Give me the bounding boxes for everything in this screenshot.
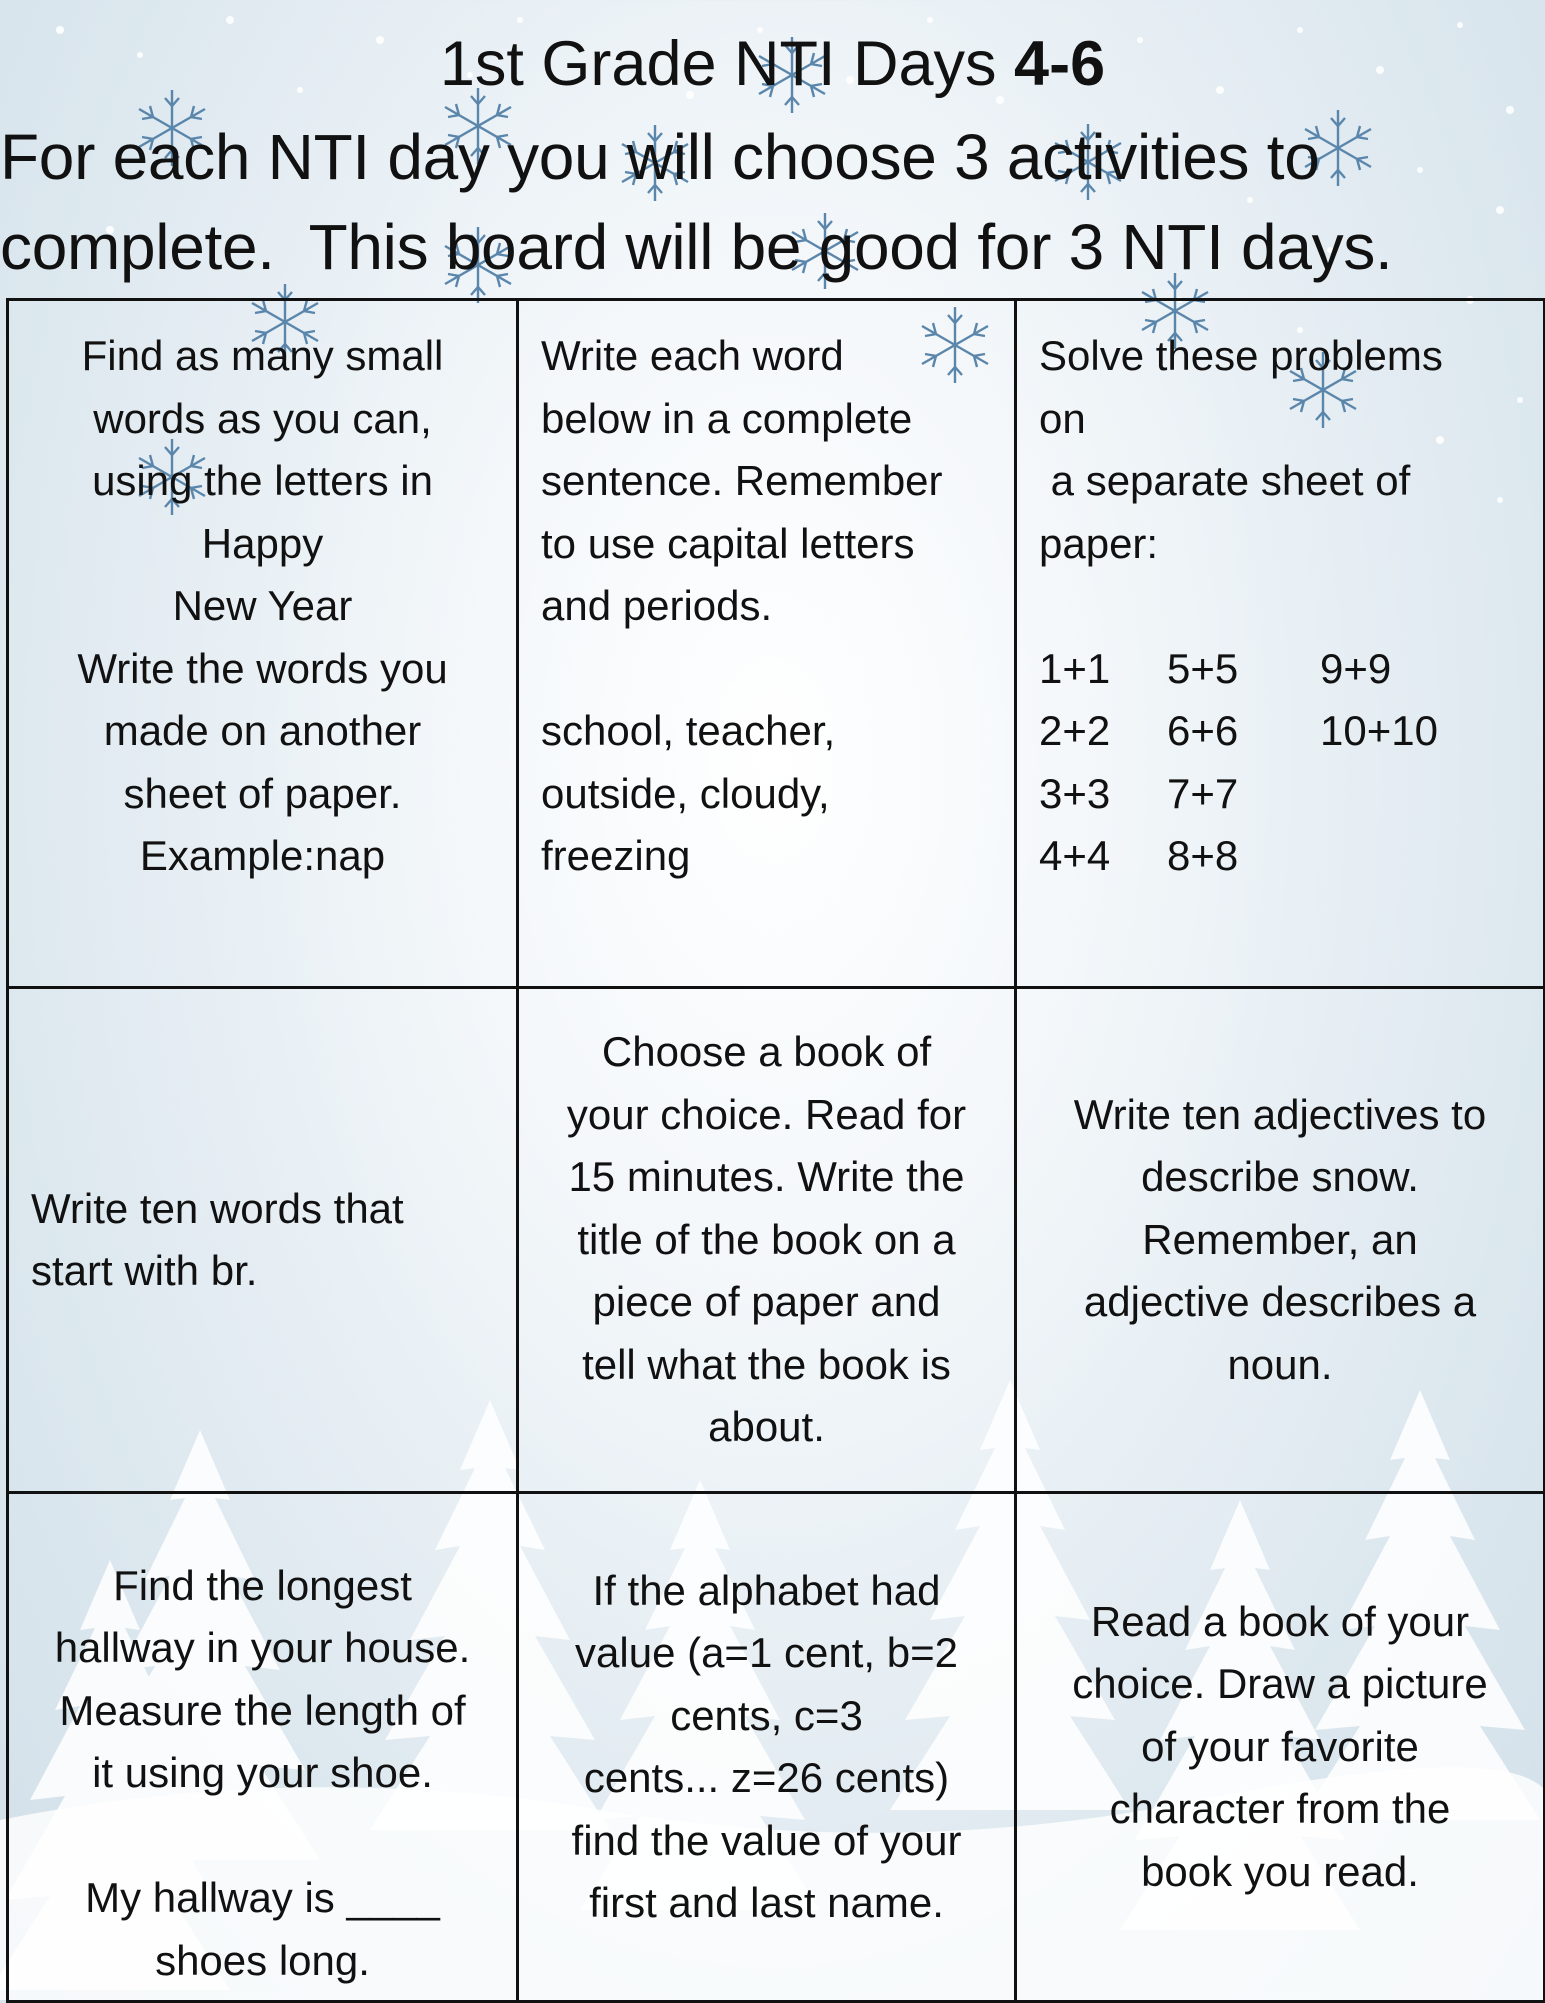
math-problem: 7+7 xyxy=(1167,769,1239,817)
activity-line: paper: xyxy=(1039,519,1159,567)
math-row xyxy=(1039,700,1521,763)
activity-line: Read a book of your xyxy=(1090,1597,1470,1645)
math-problem xyxy=(1320,763,1521,826)
activity-line: choice. Draw a picture xyxy=(1072,1660,1488,1708)
activity-line: character from the xyxy=(1109,1785,1451,1833)
activity-line: cents... z=26 cents) xyxy=(583,1754,950,1801)
activity-sentences xyxy=(518,300,1016,988)
instructions-line-1: For each NTI day you will choose 3 activities to xyxy=(0,121,1320,193)
title-text: 1st Grade NTI Days xyxy=(439,29,1015,99)
activity-line: cents, c=3 xyxy=(670,1691,863,1739)
math-problem xyxy=(1320,825,1521,888)
activity-line: made on another xyxy=(103,707,422,754)
activity-line: Solve these problems xyxy=(1039,332,1443,379)
activity-line: Write ten words that xyxy=(31,1184,404,1232)
activity-line: hallway in your house. xyxy=(54,1624,471,1671)
activity-line: on xyxy=(1039,394,1086,442)
instructions xyxy=(0,112,1545,292)
activity-line: piece of paper and xyxy=(592,1278,941,1326)
activity-line: Write ten adjectives to xyxy=(1073,1090,1487,1138)
activity-line: outside, cloudy, xyxy=(541,769,830,817)
activity-line: book you read. xyxy=(1141,1847,1419,1895)
activity-draw-character xyxy=(1016,1493,1545,2002)
activity-line: start with br. xyxy=(31,1247,258,1294)
activity-line: first and last name. xyxy=(589,1879,944,1926)
activity-line xyxy=(31,1805,494,1868)
activity-line: Write the words you xyxy=(77,644,448,692)
activity-line: it using your shoe. xyxy=(92,1749,433,1796)
activity-line: 15 minutes. Write the xyxy=(568,1153,965,1201)
math-row xyxy=(1039,825,1521,888)
activity-line: using the letters in xyxy=(92,457,433,504)
activity-line: your choice. Read for xyxy=(566,1090,967,1138)
activity-line: find the value of your xyxy=(571,1816,962,1864)
math-problem: 10+10 xyxy=(1320,707,1438,754)
page-title xyxy=(0,28,1545,100)
math-row xyxy=(1039,763,1521,826)
activity-line: adjective describes a xyxy=(1083,1278,1477,1326)
math-problem: 9+9 xyxy=(1320,644,1392,692)
activity-line: describe snow. xyxy=(1141,1153,1419,1201)
activity-adjectives xyxy=(1016,988,1545,1493)
activity-br-words xyxy=(8,988,518,1493)
activity-line: Find as many small xyxy=(81,332,444,379)
activity-line: a separate sheet of xyxy=(1039,457,1411,504)
activity-line: tell what the book is xyxy=(582,1340,951,1388)
math-problem: 1+1 xyxy=(1039,644,1111,692)
activity-line: to use capital letters xyxy=(541,519,915,567)
activity-line: shoes long. xyxy=(155,1936,370,1984)
activity-line: freezing xyxy=(541,832,691,879)
activity-line: below in a complete xyxy=(541,394,913,442)
activity-line: value (a=1 cent, b=2 xyxy=(575,1629,958,1676)
activity-line: New Year xyxy=(172,582,353,629)
activity-line xyxy=(1039,575,1521,638)
instructions-line-2: complete. This board will be good for 3 NTI days. xyxy=(0,211,1393,283)
activity-line: school, teacher, xyxy=(541,707,836,754)
activity-line: about. xyxy=(708,1403,825,1451)
math-problem: 6+6 xyxy=(1167,707,1239,754)
activity-line: sentence. Remember xyxy=(541,457,943,504)
math-row xyxy=(1039,638,1521,701)
math-problem: 2+2 xyxy=(1039,707,1111,754)
activity-read-book xyxy=(518,988,1016,1493)
math-problem: 5+5 xyxy=(1167,644,1239,692)
activity-line: My hallway is ____ xyxy=(85,1874,440,1921)
activity-line: and periods. xyxy=(541,582,773,629)
math-problems xyxy=(1039,638,1521,888)
activity-line: If the alphabet had xyxy=(592,1566,941,1614)
activity-line: words as you can, xyxy=(93,394,432,442)
activity-line: Happy xyxy=(201,519,324,567)
board-row-1 xyxy=(8,300,1545,988)
activity-line: Example:nap xyxy=(139,832,386,879)
activity-line: title of the book on a xyxy=(577,1215,956,1263)
activity-line: of your favorite xyxy=(1141,1722,1419,1770)
activity-line: Write each word xyxy=(541,332,844,379)
activity-hallway xyxy=(8,1493,518,2002)
board-row-3 xyxy=(8,1493,1545,2002)
math-problem: 4+4 xyxy=(1039,832,1111,879)
activity-line: Remember, an xyxy=(1142,1215,1418,1263)
activity-line: Find the longest xyxy=(113,1561,412,1609)
activity-line xyxy=(541,638,992,701)
activity-line: Measure the length of xyxy=(59,1686,466,1734)
activity-line: sheet of paper. xyxy=(123,769,402,817)
choice-board xyxy=(6,298,1545,2003)
board-row-2 xyxy=(8,988,1545,1493)
activity-math xyxy=(1016,300,1545,988)
activity-line: Choose a book of xyxy=(601,1028,932,1076)
title-days-range: 4-6 xyxy=(1014,29,1106,99)
math-problem: 3+3 xyxy=(1039,769,1111,817)
activity-small-words xyxy=(8,300,518,988)
math-problem: 8+8 xyxy=(1167,832,1239,879)
activity-line: noun. xyxy=(1227,1340,1333,1388)
activity-alphabet-value xyxy=(518,1493,1016,2002)
